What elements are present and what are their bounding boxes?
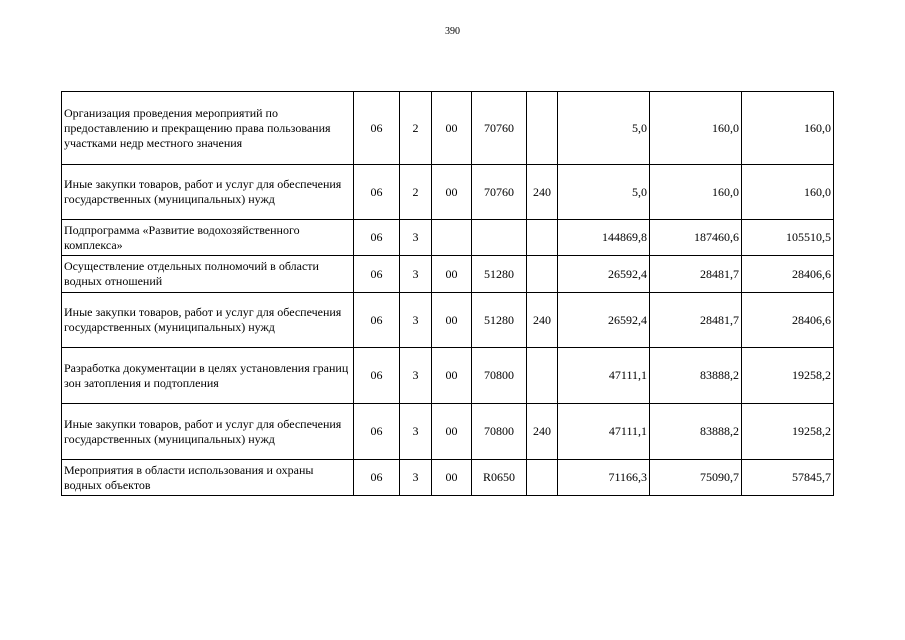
table-row (62, 92, 834, 165)
row-subsection: 2 (400, 92, 432, 165)
row-amount-2: 187460,6 (650, 220, 742, 256)
row-name: Мероприятия в области использования и охраны водных объектов (62, 460, 354, 496)
row-sub-code: 00 (432, 460, 472, 496)
row-section: 06 (354, 404, 400, 460)
row-section: 06 (354, 293, 400, 348)
row-sub-code: 00 (432, 92, 472, 165)
row-amount-1: 5,0 (558, 165, 650, 220)
row-expense-type (527, 348, 558, 404)
row-expense-type: 240 (527, 404, 558, 460)
row-amount-1: 144869,8 (558, 220, 650, 256)
row-name: Осуществление отдельных полномочий в области водных отношений (62, 256, 354, 293)
row-subsection: 3 (400, 293, 432, 348)
row-amount-1: 71166,3 (558, 460, 650, 496)
row-expense-type: 240 (527, 165, 558, 220)
row-sub-code: 00 (432, 256, 472, 293)
row-expense-type (527, 256, 558, 293)
row-amount-2: 28481,7 (650, 293, 742, 348)
row-target-article: 70800 (472, 348, 527, 404)
page-number: 390 (445, 26, 460, 37)
row-section: 06 (354, 256, 400, 293)
row-amount-2: 83888,2 (650, 348, 742, 404)
row-name: Разработка документации в целях установления границ зон затопления и подтопления (62, 348, 354, 404)
row-amount-2: 160,0 (650, 165, 742, 220)
row-sub-code: 00 (432, 165, 472, 220)
row-sub-code: 00 (432, 404, 472, 460)
row-name: Организация проведения мероприятий по предоставлению и прекращению права пользования участками недр местного значения (62, 92, 354, 165)
row-amount-1: 47111,1 (558, 348, 650, 404)
row-target-article (472, 220, 527, 256)
row-amount-1: 26592,4 (558, 256, 650, 293)
row-expense-type (527, 92, 558, 165)
table-row (62, 460, 834, 496)
row-amount-2: 75090,7 (650, 460, 742, 496)
row-amount-2: 28481,7 (650, 256, 742, 293)
budget-table (61, 91, 834, 496)
row-sub-code: 00 (432, 348, 472, 404)
row-name: Иные закупки товаров, работ и услуг для обеспечения государственных (муниципальных) нужд (62, 293, 354, 348)
row-target-article: 70760 (472, 165, 527, 220)
row-subsection: 3 (400, 460, 432, 496)
row-amount-3: 19258,2 (742, 404, 834, 460)
row-expense-type (527, 220, 558, 256)
row-section: 06 (354, 165, 400, 220)
row-amount-1: 26592,4 (558, 293, 650, 348)
row-amount-3: 160,0 (742, 165, 834, 220)
row-subsection: 2 (400, 165, 432, 220)
table-row (62, 293, 834, 348)
row-target-article: 70760 (472, 92, 527, 165)
row-section: 06 (354, 92, 400, 165)
row-amount-3: 28406,6 (742, 293, 834, 348)
row-sub-code: 00 (432, 293, 472, 348)
row-target-article: 51280 (472, 256, 527, 293)
row-amount-1: 5,0 (558, 92, 650, 165)
table-row (62, 348, 834, 404)
table-row (62, 404, 834, 460)
row-amount-3: 57845,7 (742, 460, 834, 496)
row-target-article: R0650 (472, 460, 527, 496)
row-amount-3: 160,0 (742, 92, 834, 165)
row-subsection: 3 (400, 256, 432, 293)
row-subsection: 3 (400, 348, 432, 404)
row-subsection: 3 (400, 404, 432, 460)
row-amount-1: 47111,1 (558, 404, 650, 460)
row-name: Иные закупки товаров, работ и услуг для обеспечения государственных (муниципальных) нужд (62, 404, 354, 460)
row-amount-2: 160,0 (650, 92, 742, 165)
table-row (62, 220, 834, 256)
row-amount-3: 19258,2 (742, 348, 834, 404)
row-expense-type: 240 (527, 293, 558, 348)
table-row (62, 256, 834, 293)
row-expense-type (527, 460, 558, 496)
table-row (62, 165, 834, 220)
row-target-article: 70800 (472, 404, 527, 460)
row-section: 06 (354, 220, 400, 256)
row-subsection: 3 (400, 220, 432, 256)
row-name: Подпрограмма «Развитие водохозяйственного комплекса» (62, 220, 354, 256)
row-amount-2: 83888,2 (650, 404, 742, 460)
row-target-article: 51280 (472, 293, 527, 348)
row-amount-3: 28406,6 (742, 256, 834, 293)
row-name: Иные закупки товаров, работ и услуг для обеспечения государственных (муниципальных) нужд (62, 165, 354, 220)
row-sub-code (432, 220, 472, 256)
row-section: 06 (354, 348, 400, 404)
row-amount-3: 105510,5 (742, 220, 834, 256)
row-section: 06 (354, 460, 400, 496)
